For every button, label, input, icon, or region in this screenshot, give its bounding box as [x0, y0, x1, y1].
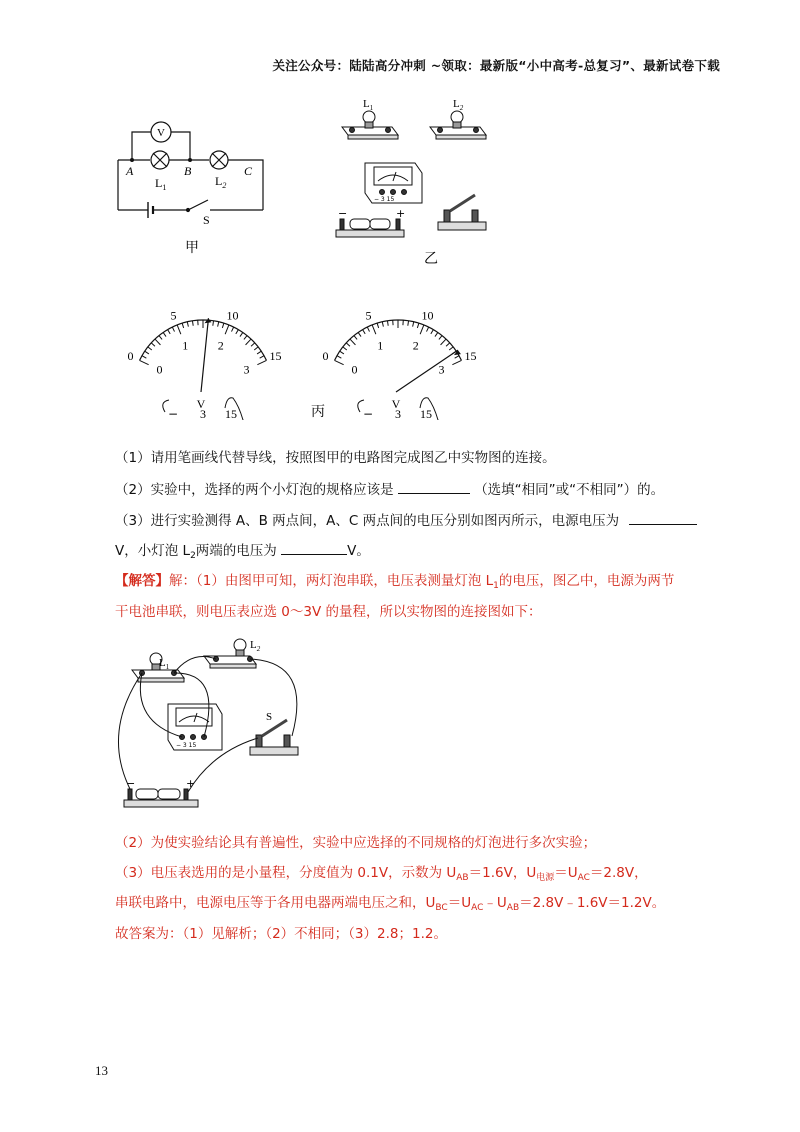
dial-tick — [340, 351, 344, 354]
point-a-label: A — [126, 164, 134, 178]
dial-tick — [177, 325, 181, 334]
tick-label-large: 15 — [464, 349, 477, 364]
dial-tick — [446, 343, 450, 346]
needle — [396, 350, 458, 392]
dial-tick — [148, 347, 152, 350]
point-c-label: C — [244, 164, 253, 178]
figure-caption-jia: 甲 — [185, 240, 199, 256]
meter-dials — [115, 285, 515, 420]
answer-lamp2-label: $L_2$ — [250, 639, 261, 653]
dial-tick — [343, 347, 347, 350]
tick-label-small: 3 — [243, 362, 250, 377]
tick-label-large: 10 — [226, 308, 239, 323]
dial-tick — [387, 321, 388, 326]
dial-tick — [142, 356, 146, 358]
question-3-line1: （3）进行实验测得 A、B 两点间，A、C 两点间的电压分别如图丙所示，电源电压为 — [115, 510, 697, 531]
dial-tick — [382, 322, 383, 327]
answer-figure — [112, 632, 312, 812]
dial-tick — [151, 343, 155, 346]
dial-tick — [187, 322, 188, 327]
meter-dial-ab — [127, 309, 281, 420]
answer-meter-terminals: − 3 15 — [176, 742, 197, 749]
dial-tick — [246, 339, 251, 345]
dial-tick — [335, 360, 344, 364]
dial-tick — [159, 336, 162, 340]
dial-tick — [354, 336, 357, 340]
dial-tick — [377, 323, 378, 328]
tick-label-large: 10 — [421, 308, 434, 323]
figure-jia — [110, 112, 280, 262]
dial-tick — [367, 327, 369, 331]
dial-tick — [363, 330, 366, 334]
dial-tick — [222, 323, 223, 328]
page-number: 13 — [95, 1063, 108, 1078]
voltmeter-label: V — [157, 127, 165, 139]
yi-battery-neg: − — [338, 207, 348, 220]
dial-tick — [251, 343, 255, 346]
answer-line-1: 【解答】解：（1）由图甲可知，两灯泡串联，电压表测量灯泡 $L_1$的电压，图乙中，电源为两节 — [115, 573, 675, 591]
dial-tick — [257, 360, 266, 364]
figure-caption-yi: 乙 — [424, 251, 438, 267]
dial-tick — [452, 360, 461, 364]
dial-tick — [218, 322, 219, 327]
terminal-15-label: 15 — [225, 407, 237, 420]
lamp2-label: $L_2$ — [215, 174, 227, 190]
answer-blank-3b[interactable] — [281, 540, 347, 555]
answer-final: 故答案为：（1）见解析；（2）不相同；（3）2.8；1.2。 — [115, 926, 447, 942]
tick-label-small: 0 — [156, 362, 163, 377]
dial-tick — [172, 327, 174, 331]
switch-label: S — [203, 213, 210, 227]
dial-tick — [337, 356, 341, 358]
header-note: 关注公众号：陆陆高分冲刺 ~领取：最新版“小中高考-总复习”、最新试卷下载 — [272, 58, 720, 73]
answer-lamp1-label: $L_1$ — [159, 657, 170, 671]
dial-tick — [449, 347, 453, 350]
answer-part-3-line1: （3）电压表选用的是小量程，分度值为 0.1V，示数为 $U_{AB}=1.6V$，$U_{电源}=U_{AC}=2.8V$， — [115, 865, 648, 883]
terminal-3-label: 3 — [200, 407, 206, 420]
yi-meter-terminals: − 3 15 — [374, 196, 395, 203]
tick-label-small: 3 — [438, 362, 445, 377]
dial-tick — [231, 327, 233, 331]
tick-label-large: 0 — [322, 349, 329, 364]
needle — [201, 318, 208, 392]
dial-tick — [225, 325, 229, 334]
tick-label-small: 1 — [377, 338, 384, 353]
dial-tick — [236, 330, 239, 334]
dial-tick — [413, 322, 414, 327]
figure-yi — [330, 95, 510, 270]
dial-tick — [346, 343, 350, 346]
meter-dial-ac — [322, 309, 476, 420]
wired-components-picture — [112, 632, 312, 812]
dial-tick — [431, 330, 434, 334]
answer-battery-neg: − — [126, 777, 136, 790]
dial-tick — [435, 332, 438, 336]
yi-lamp2-label: $L_2$ — [453, 98, 464, 112]
dial-tick — [163, 332, 166, 336]
dial-tick — [455, 356, 459, 358]
answer-blank-3a[interactable] — [629, 510, 697, 525]
dial-tick — [439, 336, 442, 340]
answer-battery-pos: + — [186, 777, 196, 790]
answer-blank-2[interactable] — [398, 479, 470, 494]
question-3-line2: V，小灯泡 $L_2$两端的电压为 V。 — [115, 540, 370, 566]
dial-tick — [192, 321, 193, 326]
dial-tick — [441, 339, 446, 345]
dial-tick — [372, 325, 376, 334]
terminal-neg-label: − — [362, 407, 374, 420]
terminal-3-label: 3 — [395, 407, 401, 420]
answer-line-2: 干电池串联，则电压表应选 0～3V 的量程，所以实物图的连接图如下： — [115, 604, 542, 620]
figure-bing — [115, 285, 515, 420]
dial-tick — [213, 321, 214, 326]
dial-tick — [257, 351, 261, 354]
tick-label-small: 0 — [351, 362, 358, 377]
answer-part-2: （2）为使实验结论具有普遍性，实验中应选择的不同规格的灯泡进行多次实验； — [115, 835, 597, 851]
dial-tick — [408, 321, 409, 326]
dial-tick — [254, 347, 258, 350]
terminal-15-label: 15 — [420, 407, 432, 420]
answer-part-3-line2: 串联电路中，电源电压等于各用电器两端电压之和，$U_{BC}=U_{AC}﹣U_{AB}=2.8V﹣1.6V=1.2V$。 — [115, 895, 666, 913]
dial-tick — [260, 356, 264, 358]
dial-tick — [140, 360, 149, 364]
answer-switch-label: S — [266, 711, 273, 723]
tick-label-large: 5 — [365, 308, 372, 323]
dial-tick — [145, 351, 149, 354]
meter-symbol: V — [196, 397, 206, 411]
dial-tick — [168, 330, 171, 334]
tick-label-small: 1 — [182, 338, 189, 353]
meter-symbol: V — [391, 397, 401, 411]
yi-lamp1-label: $L_1$ — [363, 98, 374, 112]
dial-tick — [358, 332, 361, 336]
dial-tick — [155, 339, 160, 345]
question-1: （1）请用笔画线代替导线，按照图甲的电路图完成图乙中实物图的连接。 — [115, 450, 556, 466]
figure-caption-bing: 丙 — [311, 404, 325, 420]
dial-tick — [420, 325, 424, 334]
tick-label-small: 2 — [217, 338, 224, 353]
lamp1-label: $L_1$ — [155, 176, 167, 192]
tick-label-small: 2 — [412, 338, 419, 353]
tick-label-large: 0 — [127, 349, 134, 364]
answer-tag: 【解答】 — [115, 573, 169, 589]
question-2: （2）实验中，选择的两个小灯泡的规格应该是 （选填“相同”或“不相同”）的。 — [115, 479, 664, 500]
dial-tick — [182, 323, 183, 328]
components-picture — [330, 95, 510, 270]
yi-battery-pos: + — [396, 207, 406, 220]
tick-label-large: 5 — [170, 308, 177, 323]
dial-tick — [240, 332, 243, 336]
dial-tick — [350, 339, 355, 345]
point-b-label: B — [184, 164, 192, 178]
dial-tick — [426, 327, 428, 331]
tick-label-large: 15 — [269, 349, 282, 364]
dial-tick — [244, 336, 247, 340]
dial-tick — [417, 323, 418, 328]
terminal-neg-label: − — [167, 407, 179, 420]
circuit-diagram — [110, 112, 280, 262]
